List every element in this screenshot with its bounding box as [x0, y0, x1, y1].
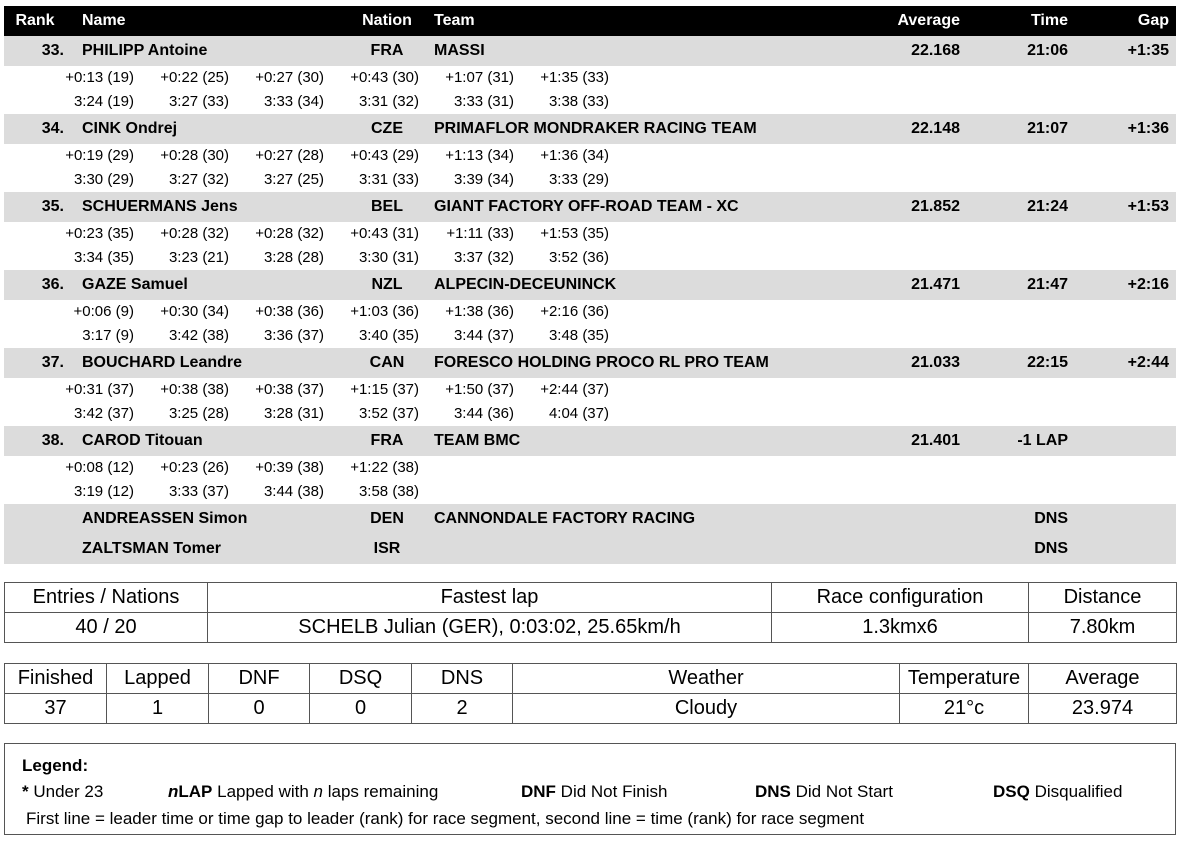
dns-rider-row [4, 504, 1176, 534]
rider-rank: 33. [41, 42, 64, 59]
segment-lap-time: 3:27 (25) [263, 171, 324, 188]
segment-lap-time: 3:19 (12) [73, 483, 134, 500]
rider-row [4, 348, 1176, 378]
segment-gap: +1:03 (36) [350, 303, 419, 320]
summary-fastest-lap-value: SCHELB Julian (GER), 0:03:02, 25.65km/h [208, 613, 772, 643]
rider-name: ZALTSMAN Tomer [82, 540, 221, 557]
stats-header-row [5, 664, 1177, 694]
segment-lap-time: 3:28 (28) [263, 249, 324, 266]
segment-gap: +1:15 (37) [350, 381, 419, 398]
rider-team: ALPECIN-DECEUNINCK [434, 276, 617, 293]
rider-rank: 34. [41, 120, 64, 137]
stats-lapped-value: 1 [107, 694, 209, 724]
rider-name: SCHUERMANS Jens [82, 198, 238, 215]
segment-lap-time: 3:58 (38) [358, 483, 419, 500]
rider-time: 21:06 [1027, 42, 1068, 59]
rider-row [4, 114, 1176, 144]
rider-average: 21.401 [911, 432, 960, 449]
segment-lap-time: 4:04 (37) [548, 405, 609, 422]
segment-lap-time: 3:30 (29) [73, 171, 134, 188]
legend-box [4, 743, 1176, 835]
segment-gap: +1:13 (34) [445, 147, 514, 164]
rider-name: GAZE Samuel [82, 276, 188, 293]
rider-team: CANNONDALE FACTORY RACING [434, 510, 696, 527]
rider-time: -1 LAP [1017, 432, 1068, 449]
segment-lap-time: 3:28 (31) [263, 405, 324, 422]
legend-under23 [22, 782, 103, 802]
split-gap-row [4, 222, 1176, 246]
split-gap-row [4, 300, 1176, 324]
split-gap-row [4, 144, 1176, 168]
legend-lap-text-n: n [313, 782, 323, 801]
segment-lap-time: 3:33 (34) [263, 93, 324, 110]
stats-header-lapped: Lapped [107, 664, 209, 694]
stats-finished-value: 37 [5, 694, 107, 724]
rider-average: 22.148 [911, 120, 960, 137]
segment-lap-time: 3:48 (35) [548, 327, 609, 344]
rider-time: 21:07 [1027, 120, 1068, 137]
rider-nation: CAN [369, 354, 405, 371]
header-name: Name [82, 12, 126, 29]
rider-rank: 37. [41, 354, 64, 371]
segment-lap-time: 3:42 (37) [73, 405, 134, 422]
rider-gap: +2:16 [1127, 276, 1169, 293]
split-gap-row [4, 66, 1176, 90]
segment-lap-time: 3:52 (36) [548, 249, 609, 266]
segment-lap-time: 3:33 (29) [548, 171, 609, 188]
segment-lap-time: 3:31 (33) [358, 171, 419, 188]
results-table [4, 6, 1176, 564]
segment-gap: +0:30 (34) [160, 303, 229, 320]
segment-gap: +1:22 (38) [350, 459, 419, 476]
rider-name: CAROD Titouan [82, 432, 203, 449]
segment-gap: +1:53 (35) [540, 225, 609, 242]
split-lap-row [4, 90, 1176, 114]
summary-value-row [5, 613, 1177, 643]
segment-gap: +0:27 (30) [255, 69, 324, 86]
segment-gap: +1:38 (36) [445, 303, 514, 320]
segment-gap: +0:31 (37) [65, 381, 134, 398]
segment-gap: +1:35 (33) [540, 69, 609, 86]
segment-lap-time: 3:52 (37) [358, 405, 419, 422]
split-lap-row [4, 402, 1176, 426]
rider-name: BOUCHARD Leandre [82, 354, 243, 371]
stats-dsq-value: 0 [310, 694, 412, 724]
segment-lap-time: 3:34 (35) [73, 249, 134, 266]
stats-weather-value: Cloudy [513, 694, 900, 724]
rider-time: 22:15 [1027, 354, 1068, 371]
race-summary-table [4, 582, 1177, 643]
segment-lap-time: 3:44 (37) [453, 327, 514, 344]
segment-gap: +0:39 (38) [255, 459, 324, 476]
split-lap-row [4, 480, 1176, 504]
segment-gap: +0:27 (28) [255, 147, 324, 164]
segment-gap: +0:22 (25) [160, 69, 229, 86]
summary-distance-value: 7.80km [1029, 613, 1177, 643]
rider-team: PRIMAFLOR MONDRAKER RACING TEAM [434, 120, 757, 137]
legend-title: Legend: [22, 756, 89, 775]
legend-dns-key: DNS [755, 782, 791, 801]
rider-row [4, 36, 1176, 66]
split-lap-row [4, 324, 1176, 348]
segment-lap-time: 3:30 (31) [358, 249, 419, 266]
segment-gap: +0:28 (30) [160, 147, 229, 164]
legend-lap-key-n: n [168, 782, 179, 801]
rider-gap: +1:35 [1127, 42, 1169, 59]
segment-lap-time: 3:17 (9) [82, 327, 134, 344]
segment-lap-time: 3:31 (32) [358, 93, 419, 110]
segment-gap: +0:28 (32) [160, 225, 229, 242]
summary-header-race-configuration: Race configuration [772, 583, 1029, 613]
stats-header-temperature: Temperature [900, 664, 1029, 694]
legend-lap-text-b: laps remaining [323, 782, 439, 801]
segment-gap: +0:38 (37) [255, 381, 324, 398]
legend-note: First line = leader time or time gap to leader (rank) for race segment, second line = time (rank) for race segment [26, 809, 865, 828]
rider-nation: CZE [371, 120, 403, 137]
rider-rank: 35. [41, 198, 64, 215]
header-time: Time [1030, 12, 1068, 29]
rider-average: 21.471 [911, 276, 960, 293]
segment-gap: +0:43 (31) [350, 225, 419, 242]
segment-lap-time: 3:27 (33) [168, 93, 229, 110]
rider-nation: NZL [371, 276, 403, 293]
rider-average: 21.852 [911, 198, 960, 215]
segment-lap-time: 3:33 (37) [168, 483, 229, 500]
segment-gap: +1:50 (37) [445, 381, 514, 398]
segment-gap: +2:16 (36) [540, 303, 609, 320]
segment-gap: +0:28 (32) [255, 225, 324, 242]
rider-team: GIANT FACTORY OFF-ROAD TEAM - XC [434, 198, 739, 215]
segment-lap-time: 3:25 (28) [168, 405, 229, 422]
results-header [4, 6, 1176, 36]
legend-under23-key: * [22, 782, 29, 801]
legend-lapped [168, 782, 438, 802]
rider-rank: 36. [41, 276, 64, 293]
segment-lap-time: 3:38 (33) [548, 93, 609, 110]
segment-lap-time: 3:44 (36) [453, 405, 514, 422]
summary-header-distance: Distance [1029, 583, 1177, 613]
legend-dns [755, 782, 893, 802]
header-gap: Gap [1137, 12, 1169, 29]
stats-header-average: Average [1029, 664, 1177, 694]
summary-race-configuration-value: 1.3kmx6 [772, 613, 1029, 643]
segment-lap-time: 3:42 (38) [168, 327, 229, 344]
stats-header-finished: Finished [5, 664, 107, 694]
legend-dsq-key: DSQ [993, 782, 1030, 801]
rider-nation: FRA [370, 432, 404, 449]
rider-status: DNS [1034, 540, 1068, 557]
stats-dnf-value: 0 [209, 694, 310, 724]
rider-gap: +2:44 [1127, 354, 1169, 371]
rider-nation: ISR [373, 540, 401, 557]
segment-gap: +1:11 (33) [446, 225, 514, 242]
rider-rank: 38. [41, 432, 64, 449]
rider-nation: BEL [371, 198, 403, 215]
summary-entries-value: 40 / 20 [5, 613, 208, 643]
header-team: Team [434, 12, 475, 29]
stats-header-dnf: DNF [209, 664, 310, 694]
segment-gap: +0:23 (26) [160, 459, 229, 476]
header-average: Average [897, 12, 960, 29]
stats-temperature-value: 21°c [900, 694, 1029, 724]
rider-time: 21:47 [1027, 276, 1068, 293]
segment-gap: +0:38 (38) [160, 381, 229, 398]
rider-time: 21:24 [1027, 198, 1068, 215]
stats-header-dns: DNS [412, 664, 513, 694]
segment-lap-time: 3:33 (31) [453, 93, 514, 110]
rider-row [4, 192, 1176, 222]
rider-team: MASSI [434, 42, 485, 59]
segment-lap-time: 3:36 (37) [263, 327, 324, 344]
rider-team: FORESCO HOLDING PROCO RL PRO TEAM [434, 354, 769, 371]
rider-team: TEAM BMC [434, 432, 521, 449]
segment-lap-time: 3:27 (32) [168, 171, 229, 188]
segment-lap-time: 3:44 (38) [263, 483, 324, 500]
segment-gap: +0:43 (30) [350, 69, 419, 86]
split-gap-row [4, 456, 1176, 480]
segment-lap-time: 3:39 (34) [453, 171, 514, 188]
rider-name: PHILIPP Antoine [82, 42, 208, 59]
legend-under23-text: Under 23 [28, 782, 104, 801]
segment-lap-time: 3:37 (32) [453, 249, 514, 266]
summary-header-row [5, 583, 1177, 613]
rider-nation: FRA [370, 42, 404, 59]
stats-header-weather: Weather [513, 664, 900, 694]
rider-average: 21.033 [911, 354, 960, 371]
segment-gap: +1:07 (31) [445, 69, 514, 86]
segment-lap-time: 3:23 (21) [168, 249, 229, 266]
stats-dns-value: 2 [412, 694, 513, 724]
legend-dsq-text: Disqualified [1029, 782, 1123, 801]
segment-lap-time: 3:24 (19) [73, 93, 134, 110]
segment-gap: +0:06 (9) [73, 303, 134, 320]
split-lap-row [4, 246, 1176, 270]
segment-gap: +0:19 (29) [65, 147, 134, 164]
legend-lap-text-a: Lapped with [212, 782, 314, 801]
segment-lap-time: 3:40 (35) [358, 327, 419, 344]
legend-dnf-text: Did Not Finish [555, 782, 668, 801]
rider-nation: DEN [370, 510, 404, 527]
segment-gap: +0:43 (29) [350, 147, 419, 164]
segment-gap: +0:38 (36) [255, 303, 324, 320]
segment-gap: +0:23 (35) [65, 225, 134, 242]
stats-average-value: 23.974 [1029, 694, 1177, 724]
summary-header-entries: Entries / Nations [5, 583, 208, 613]
rider-row [4, 270, 1176, 300]
legend-dnf [521, 782, 667, 802]
rider-name: CINK Ondrej [82, 120, 178, 137]
split-lap-row [4, 168, 1176, 192]
legend-dnf-key: DNF [521, 782, 556, 801]
rider-status: DNS [1034, 510, 1068, 527]
segment-gap: +0:13 (19) [65, 69, 134, 86]
segment-gap: +1:36 (34) [540, 147, 609, 164]
legend-dsq [993, 782, 1122, 802]
header-nation: Nation [362, 12, 412, 29]
result-stats-table [4, 663, 1177, 724]
legend-lap-key: LAP [178, 782, 213, 801]
stats-header-dsq: DSQ [310, 664, 412, 694]
rider-list [4, 36, 1176, 564]
dns-rider-row [4, 534, 1176, 564]
split-gap-row [4, 378, 1176, 402]
rider-average: 22.168 [911, 42, 960, 59]
rider-gap: +1:36 [1127, 120, 1169, 137]
header-rank: Rank [15, 12, 55, 29]
segment-gap: +0:08 (12) [65, 459, 134, 476]
rider-row [4, 426, 1176, 456]
rider-name: ANDREASSEN Simon [82, 510, 248, 527]
legend-dns-text: Did Not Start [790, 782, 893, 801]
segment-gap: +2:44 (37) [540, 381, 609, 398]
stats-value-row [5, 694, 1177, 724]
rider-gap: +1:53 [1127, 198, 1169, 215]
summary-header-fastest-lap: Fastest lap [208, 583, 772, 613]
